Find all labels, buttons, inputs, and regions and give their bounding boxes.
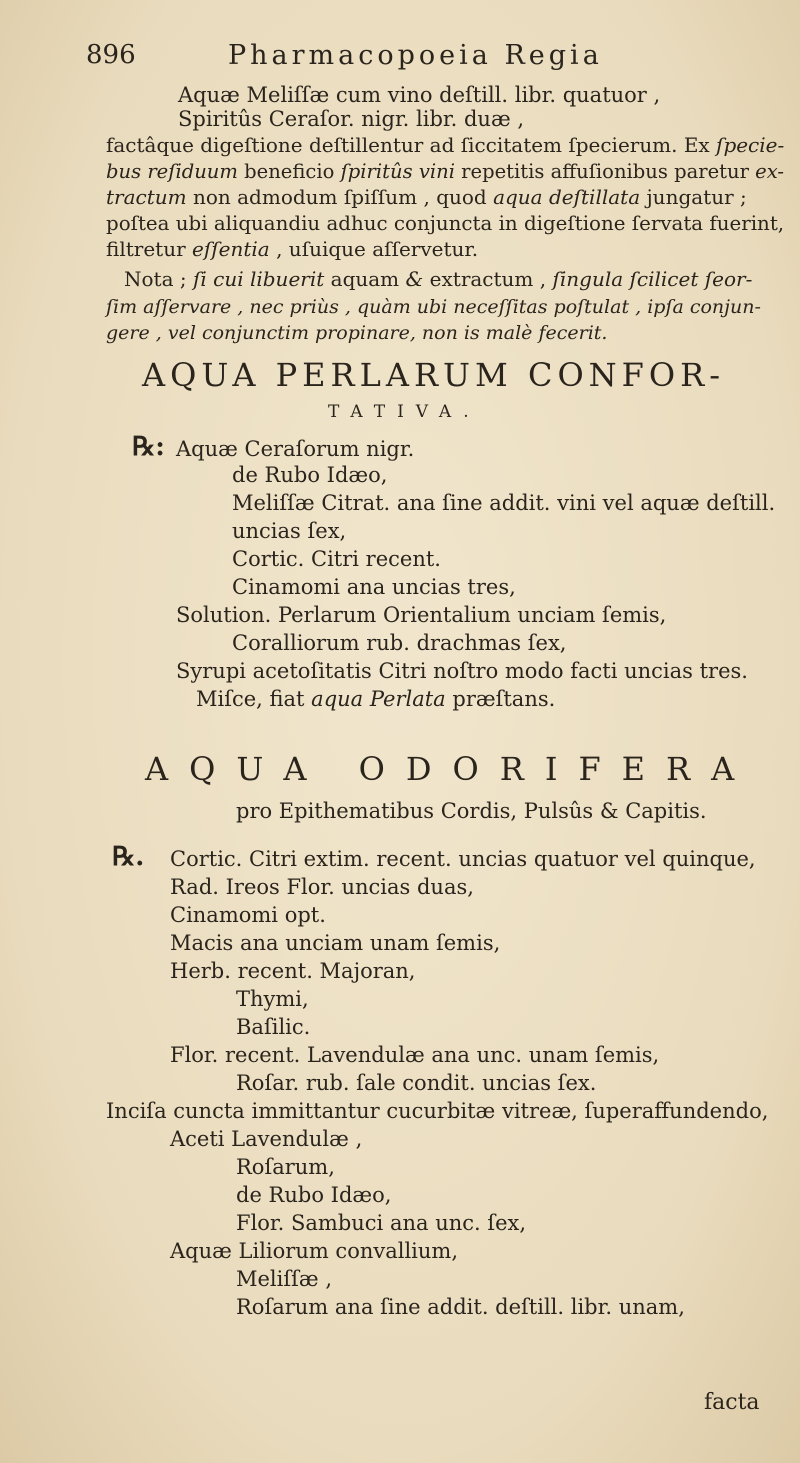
ingredient-line: Aquæ Ceraſorum nigr. xyxy=(176,437,415,461)
instruction-line: Miſce, fiat aqua Perlata præſtans. xyxy=(196,687,556,711)
ingredient-line: Flor. recent. Lavendulæ ana unc. unam ſemis, xyxy=(170,1043,660,1067)
ingredient-line: Syrupi acetoſitatis Citri noſtro modo facti uncias tres. xyxy=(176,659,748,683)
ingredient-line: Thymi, xyxy=(236,987,309,1011)
ingredient-line: Meliſſæ , xyxy=(236,1267,332,1291)
ingredient-line: Cinamomi opt. xyxy=(170,903,326,927)
ingredient-line: Flor. Sambuci ana unc. ſex, xyxy=(236,1211,527,1235)
nota-line: gere , vel conjunctim propinare, non is malè fecerit. xyxy=(106,322,608,344)
nota-line: Nota ; ſi cui libuerit aquam & extractum , ſingula ſcilicet ſeor- xyxy=(124,267,753,291)
ingredient-line: de Rubo Idæo, xyxy=(232,463,388,487)
ingredient-line: Cortic. Citri recent. xyxy=(232,547,441,571)
recipe-heading-continuation: TATIVA. xyxy=(328,402,481,422)
text-line: bus reſiduum beneficio ſpiritûs vini repetitis affuſionibus paretur ex- xyxy=(106,159,785,183)
recipe-subheading: pro Epithematibus Cordis, Pulsûs & Capitis. xyxy=(236,799,707,823)
text-line: Spiritûs Ceraſor. nigr. libr. duæ , xyxy=(178,107,525,131)
ingredient-line: Cortic. Citri extim. recent. uncias quatuor vel quinque, xyxy=(170,847,756,871)
ingredient-line: Rad. Ireos Flor. uncias duas, xyxy=(170,875,474,899)
ingredient-line: Herb. recent. Majoran, xyxy=(170,959,416,983)
ingredient-line: Aceti Lavendulæ , xyxy=(170,1127,363,1151)
recipe-symbol: ℞: xyxy=(132,432,165,462)
ingredient-line: Coralliorum rub. drachmas ſex, xyxy=(232,631,567,655)
text-line: poſtea ubi aliquandiu adhuc conjuncta in digeſtione ſervata fuerint, xyxy=(106,211,785,235)
recipe-heading: AQUA ODORIFERA xyxy=(145,750,756,788)
text-line: Aquæ Meliſſæ cum vino deſtill. libr. quatuor , xyxy=(178,83,661,107)
recipe-symbol: ℞. xyxy=(112,842,145,872)
ingredient-line: Roſarum, xyxy=(236,1155,335,1179)
ingredient-line: Macis ana unciam unam ſemis, xyxy=(170,931,501,955)
catchword: facta xyxy=(704,1390,760,1415)
nota-line: ſim aſſervare , nec priùs , quàm ubi neceſſitas poſtulat , ipſa conjun- xyxy=(106,296,761,318)
text-line: factâque digeſtione deſtillentur ad ſiccitatem ſpecierum. Ex ſpecie- xyxy=(106,133,785,157)
ingredient-line: Roſar. rub. ſale condit. uncias ſex. xyxy=(236,1071,597,1095)
ingredient-line: Aquæ Liliorum convallium, xyxy=(170,1239,459,1263)
ingredient-line: uncias ſex, xyxy=(232,519,347,543)
ingredient-line: de Rubo Idæo, xyxy=(236,1183,392,1207)
recipe-heading: AQUA PERLARUM CONFOR- xyxy=(142,356,726,394)
ingredient-line: Baſilic. xyxy=(236,1015,311,1039)
text-line: tractum non admodum ſpiſſum , quod aqua deſtillata jungatur ; xyxy=(106,185,747,209)
page-number: 896 xyxy=(86,40,136,70)
running-title: Pharmacopoeia Regia xyxy=(228,40,603,71)
ingredient-line: Cinamomi ana uncias tres, xyxy=(232,575,516,599)
ingredient-line: Solution. Perlarum Orientalium unciam ſemis, xyxy=(176,603,667,627)
ingredient-line: Roſarum ana ſine addit. deſtill. libr. unam, xyxy=(236,1295,685,1319)
instruction-line: Inciſa cuncta immittantur cucurbitæ vitreæ, ſuperaffundendo, xyxy=(106,1099,769,1123)
ingredient-line: Meliſſæ Citrat. ana ſine addit. vini vel aquæ deſtill. xyxy=(232,491,776,515)
text-line: filtretur eſſentia , uſuique aſſervetur. xyxy=(106,237,479,261)
